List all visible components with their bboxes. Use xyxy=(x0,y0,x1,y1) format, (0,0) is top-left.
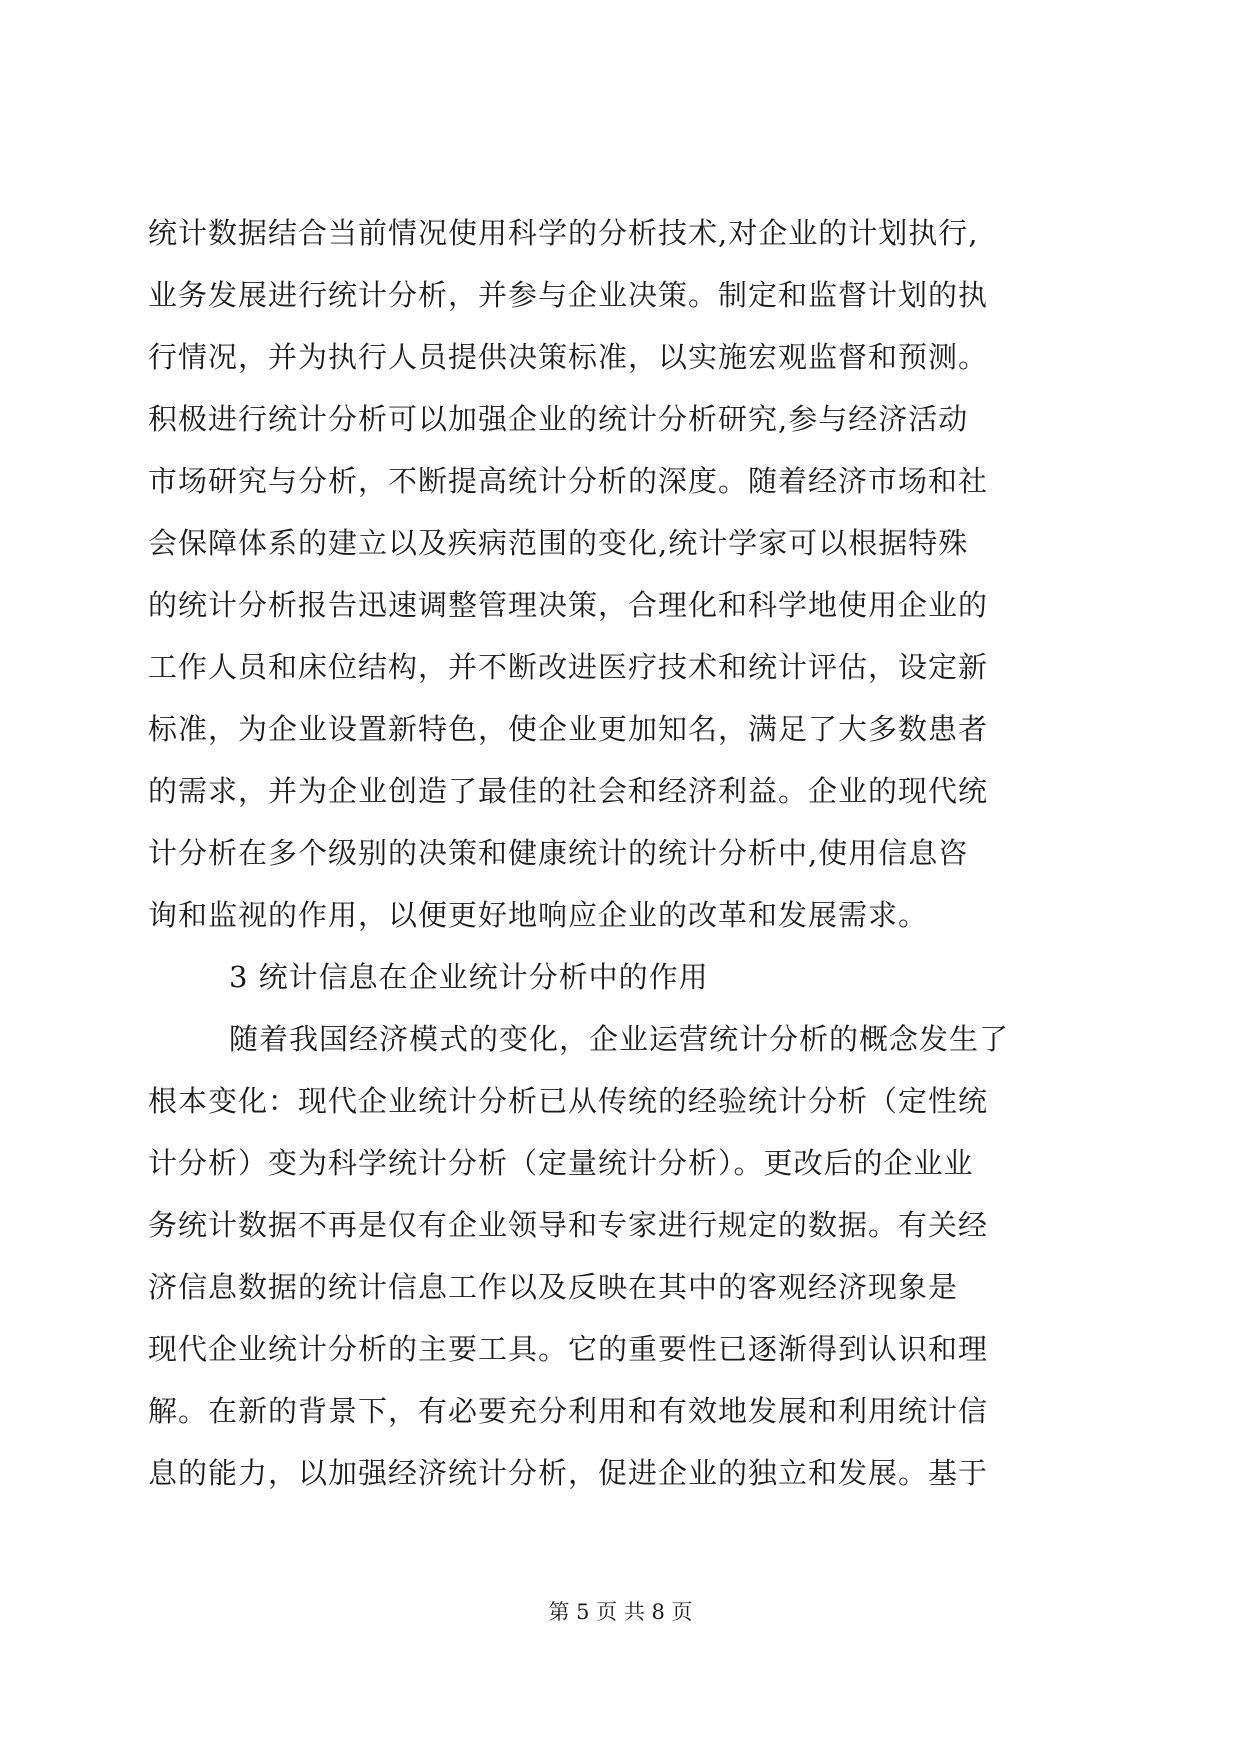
body-line: 随着我国经济模式的变化，企业运营统计分析的概念发生了 xyxy=(229,1022,1010,1056)
body-line: 计分析在多个级别的决策和健康统计的统计分析中,使用信息咨 xyxy=(148,836,969,870)
body-line: 市场研究与分析，不断提高统计分析的深度。随着经济市场和社 xyxy=(148,464,989,498)
body-line: 工作人员和床位结构，并不断改进医疗技术和统计评估，设定新 xyxy=(148,650,989,684)
body-line: 现代企业统计分析的主要工具。它的重要性已逐渐得到认识和理 xyxy=(148,1332,989,1366)
body-line: 解。在新的背景下，有必要充分利用和有效地发展和利用统计信 xyxy=(148,1394,989,1428)
section-heading: 3 统计信息在企业统计分析中的作用 xyxy=(229,960,709,994)
body-line: 询和监视的作用，以便更好地响应企业的改革和发展需求。 xyxy=(148,898,929,932)
body-line: 息的能力，以加强经济统计分析，促进企业的独立和发展。基于 xyxy=(148,1456,989,1490)
body-line: 行情况，并为执行人员提供决策标准，以实施宏观监督和预测。 xyxy=(148,340,989,374)
page-number-footer: 第 5 页 共 8 页 xyxy=(548,1600,693,1624)
body-line: 的统计分析报告迅速调整管理决策，合理化和科学地使用企业的 xyxy=(148,588,989,622)
body-line: 标准，为企业设置新特色，使企业更加知名，满足了大多数患者 xyxy=(148,712,989,746)
body-line: 统计数据结合当前情况使用科学的分析技术,对企业的计划执行, xyxy=(148,216,979,250)
body-line: 务统计数据不再是仅有企业领导和专家进行规定的数据。有关经 xyxy=(148,1208,989,1242)
body-line: 根本变化：现代企业统计分析已从传统的经验统计分析（定性统 xyxy=(148,1084,989,1118)
body-line: 业务发展进行统计分析，并参与企业决策。制定和监督计划的执 xyxy=(148,278,989,312)
body-line: 会保障体系的建立以及疾病范围的变化,统计学家可以根据特殊 xyxy=(148,526,969,560)
body-line: 济信息数据的统计信息工作以及反映在其中的客观经济现象是 xyxy=(148,1270,959,1304)
body-line: 的需求，并为企业创造了最佳的社会和经济利益。企业的现代统 xyxy=(148,774,989,808)
body-line: 计分析）变为科学统计分析（定量统计分析）。更改后的企业业 xyxy=(148,1146,974,1180)
body-line: 积极进行统计分析可以加强企业的统计分析研究,参与经济活动 xyxy=(148,402,969,436)
